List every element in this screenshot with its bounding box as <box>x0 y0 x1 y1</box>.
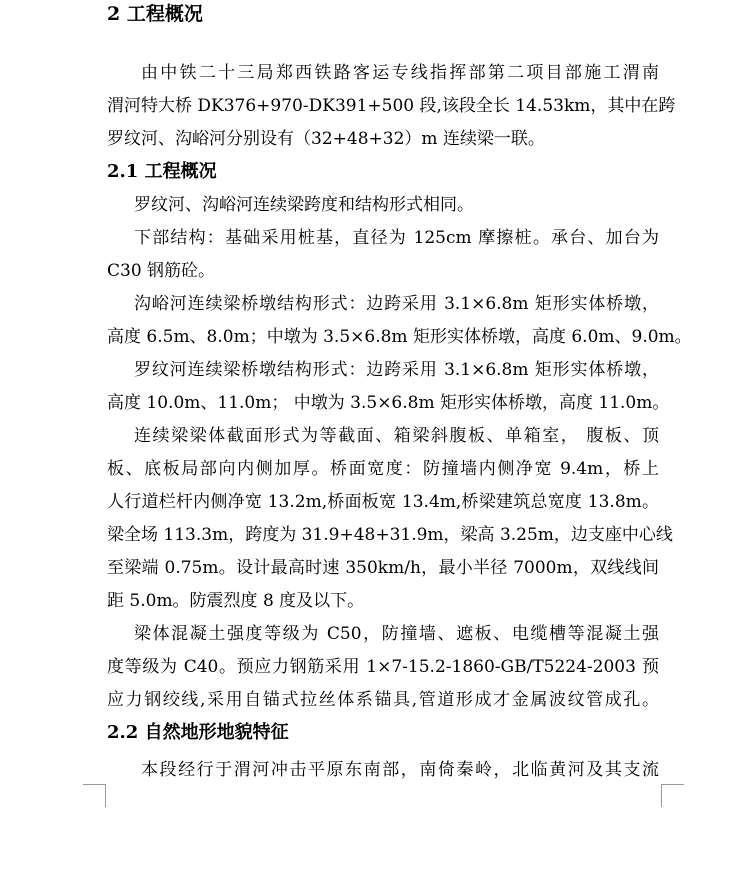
intro-line-3: 罗纹河、沟峪河分别设有（32+48+32）m 连续梁一联。 <box>107 129 545 149</box>
beam-section-line-6: 距 5.0m。防震烈度 8 度及以下。 <box>107 591 365 611</box>
margin-mark-right <box>661 784 684 807</box>
margin-mark-left <box>83 784 106 807</box>
paragraph-same-structure: 罗纹河、沟峪河连续梁跨度和结构形式相同。 <box>134 195 474 215</box>
terrain-line-1: 本段经行于渭河冲击平原东南部，南倚秦岭，北临黄河及其支流 <box>141 760 659 780</box>
section-2-1-heading: 2.1 工程概况 <box>107 161 217 182</box>
concrete-line-2: 度等级为 C40。预应力钢筋采用 1×7-15.2-1860-GB/T5224-2003 预 <box>107 657 659 677</box>
beam-section-line-5: 至梁端 0.75m。设计最高时速 350km/h，最小半径 7000m，双线线间 <box>107 558 659 578</box>
gouyu-piers-line-1: 沟峪河连续梁桥墩结构形式：边跨采用 3.1×6.8m 矩形实体桥墩， <box>134 294 659 314</box>
intro-line-2: 渭河特大桥 DK376+970-DK391+500 段,该段全长 14.53km，其中在跨 <box>107 96 676 116</box>
beam-section-line-2: 板、底板局部向内侧加厚。桥面宽度：防撞墙内侧净宽 9.4m，桥上 <box>107 459 659 479</box>
substructure-line-1: 下部结构：基础采用桩基，直径为 125cm 摩擦桩。承台、加台为 <box>134 228 659 248</box>
section-2-heading: 2 工程概况 <box>107 3 203 25</box>
intro-line-1: 由中铁二十三局郑西铁路客运专线指挥部第二项目部施工渭南 <box>141 63 659 83</box>
gouyu-piers-line-2: 高度 6.5m、8.0m；中墩为 3.5×6.8m 矩形实体桥墩，高度 6.0m、9.0m。 <box>107 327 692 347</box>
beam-section-line-1: 连续梁梁体截面形式为等截面、箱梁斜腹板、单箱室， 腹板、顶 <box>134 426 659 446</box>
beam-section-line-4: 梁全场 113.3m，跨度为 31.9+48+31.9m，梁高 3.25m，边支座中心线 <box>107 525 673 545</box>
concrete-line-1: 梁体混凝土强度等级为 C50，防撞墙、遮板、电缆槽等混凝土强 <box>134 624 659 644</box>
luowen-piers-line-1: 罗纹河连续梁桥墩结构形式：边跨采用 3.1×6.8m 矩形实体桥墩， <box>134 360 659 380</box>
luowen-piers-line-2: 高度 10.0m、11.0m； 中墩为 3.5×6.8m 矩形实体桥墩，高度 11.0m。 <box>107 393 670 413</box>
concrete-line-3: 应力钢绞线,采用自锚式拉丝体系锚具,管道形成才金属波纹管成孔。 <box>107 690 659 710</box>
substructure-line-2: C30 钢筋砼。 <box>107 261 216 281</box>
section-2-2-heading: 2.2 自然地形地貌特征 <box>107 722 289 743</box>
beam-section-line-3: 人行道栏杆内侧净宽 13.2m,桥面板宽 13.4m,桥梁建筑总宽度 13.8m。 <box>107 492 659 512</box>
